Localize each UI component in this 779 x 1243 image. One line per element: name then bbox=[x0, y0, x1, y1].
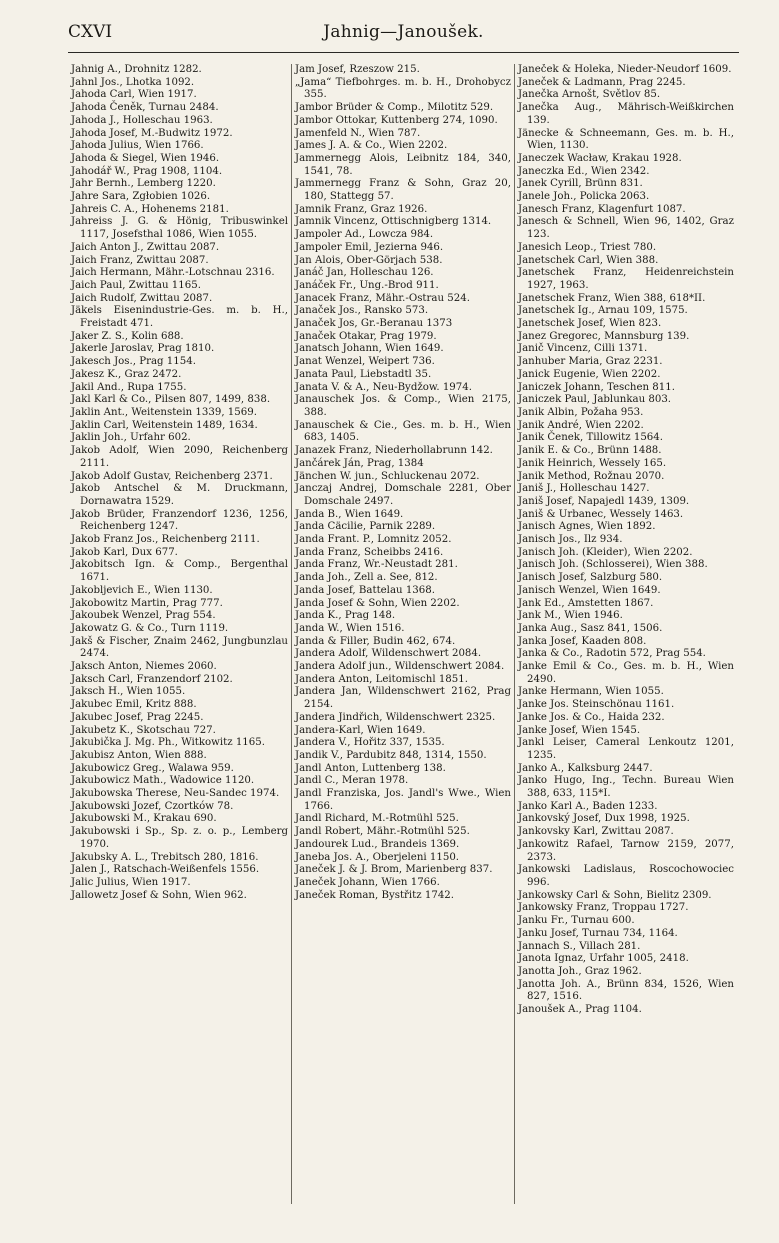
directory-entry: Jakesz K., Graz 2472. bbox=[71, 368, 182, 380]
directory-entry: Janik André, Wien 2202. bbox=[518, 419, 644, 431]
directory-entry: Jammernegg Franz & Sohn, Graz 20, 180, Stattegg 57. bbox=[295, 178, 511, 203]
directory-entry: Janik Heinrich, Wessely 165. bbox=[518, 457, 667, 469]
directory-entry: Jakerle Jaroslav, Prag 1810. bbox=[71, 343, 215, 355]
directory-entry: Jandera V., Hořitz 337, 1535. bbox=[295, 737, 445, 749]
directory-entry: Jahr Bernh., Lemberg 1220. bbox=[71, 178, 216, 190]
directory-entry: Jaich Paul, Zwittau 1165. bbox=[71, 279, 201, 291]
directory-entry: Janečka Arnošt, Světlov 85. bbox=[518, 89, 661, 101]
directory-entry: Jaklin Carl, Weitenstein 1489, 1634. bbox=[71, 419, 258, 431]
column-right bbox=[514, 64, 737, 1204]
directory-entry: Jampoler Ad., Lowcza 984. bbox=[295, 229, 434, 241]
directory-entry: Jandera Jan, Wildenschwert 2162, Prag 2154. bbox=[295, 686, 511, 711]
directory-entry: Janko Karl A., Baden 1233. bbox=[518, 800, 658, 812]
directory-entry: Jamnik Vincenz, Ottischnigberg 1314. bbox=[295, 216, 492, 228]
directory-entry: Jamenfeld N., Wien 787. bbox=[295, 127, 421, 139]
directory-entry: Janek Cyrill, Brünn 831. bbox=[518, 178, 643, 190]
directory-entry: Janetschek Franz, Heidenreichstein 1927, 1963. bbox=[518, 267, 734, 291]
directory-entry: Jakubec Emil, Kritz 888. bbox=[71, 699, 197, 711]
directory-entry: Jahreis C. A., Hohenems 2181. bbox=[71, 203, 229, 215]
directory-entry: Janda K., Prag 148. bbox=[295, 610, 396, 622]
directory-entry: Jahnig A., Drohnitz 1282. bbox=[71, 64, 202, 75]
directory-entry: Janda Joh., Zell a. See, 812. bbox=[295, 572, 438, 584]
directory-entry: Janke Emil & Co., Ges. m. b. H., Wien 2490. bbox=[518, 661, 734, 685]
directory-entry: Janeček Johann, Wien 1766. bbox=[295, 877, 440, 888]
column-middle bbox=[291, 64, 514, 1204]
directory-entry: Janik Albin, Požaha 953. bbox=[518, 406, 644, 418]
running-title: Jahnig—Janoušek. bbox=[323, 22, 484, 42]
directory-entry: Jamnik Franz, Graz 1926. bbox=[295, 203, 428, 215]
directory-entry: Janisch Jos., Ilz 934. bbox=[518, 534, 623, 546]
directory-entry: Janota Ignaz, Urfahr 1005, 2418. bbox=[518, 953, 689, 965]
directory-entry: Jahoda Julius, Wien 1766. bbox=[71, 140, 204, 152]
directory-entry: Janoušek A., Prag 1104. bbox=[518, 1004, 642, 1016]
directory-entry: Jaksch Carl, Franzendorf 2102. bbox=[71, 673, 233, 685]
directory-entry: Janesch Franz, Klagenfurt 1087. bbox=[518, 203, 686, 215]
directory-entry: Jankowsky Franz, Troppau 1727. bbox=[518, 902, 689, 914]
directory-entry: Janda Frant. P., Lomnitz 2052. bbox=[295, 534, 452, 546]
directory-entry: Janke Jos. & Co., Haida 232. bbox=[518, 711, 665, 723]
directory-entry: Janda B., Wien 1649. bbox=[295, 508, 404, 520]
directory-entry: Jakubowska Therese, Neu-Sandec 1974. bbox=[71, 788, 280, 800]
directory-entry: Jandourek Lud., Brandeis 1369. bbox=[295, 838, 460, 850]
directory-entry: Jakob Franz Jos., Reichenberg 2111. bbox=[71, 534, 260, 546]
directory-entry: Jahoda Josef, M.-Budwitz 1972. bbox=[71, 127, 233, 139]
directory-entry: Janáč Jan, Holleschau 126. bbox=[295, 267, 434, 279]
directory-entry: Jannach S., Villach 281. bbox=[518, 940, 641, 952]
directory-entry: Jakobitsch Ign. & Comp., Bergenthal 1671. bbox=[71, 559, 288, 584]
directory-entry: „Jama“ Tiefbohrges. m. b. H., Drohobycz 355. bbox=[295, 76, 511, 101]
directory-entry: Janisch Joh. (Schlosserei), Wien 388. bbox=[518, 559, 708, 571]
header-rule bbox=[68, 52, 739, 53]
directory-entry: Janečka Aug., Mährisch-Weißkirchen 139. bbox=[518, 102, 734, 126]
directory-entry: Janaček Jos., Ransko 573. bbox=[295, 305, 429, 317]
directory-entry: Janauschek Jos. & Comp., Wien 2175, 388. bbox=[295, 394, 511, 418]
directory-entry: Janka & Co., Radotin 572, Prag 554. bbox=[518, 648, 706, 660]
directory-entry: Jaklin Joh., Urfahr 602. bbox=[71, 432, 191, 444]
directory-entry: Jan Alois, Ober-Görjach 538. bbox=[295, 254, 443, 266]
directory-entry: Janat Wenzel, Weipert 736. bbox=[295, 356, 435, 368]
directory-entry: Janda W., Wien 1516. bbox=[295, 622, 405, 634]
directory-entry: Jakš & Fischer, Znaim 2462, Jungbunzlau 2474. bbox=[71, 635, 288, 660]
directory-entry: Janáček Fr., Ung.-Brod 911. bbox=[295, 279, 439, 291]
directory-entry: Jakubetz K., Skotschau 727. bbox=[71, 724, 216, 736]
directory-entry: Jaich Hermann, Mähr.-Lotschnau 2316. bbox=[71, 267, 275, 279]
directory-entry: Janick Eugenie, Wien 2202. bbox=[518, 368, 661, 380]
directory-entry: Jakubisz Anton, Wien 888. bbox=[71, 749, 207, 761]
directory-entry: Janeček Roman, Bystřitz 1742. bbox=[295, 889, 455, 901]
directory-entry: Jalen J., Ratschach-Weißenfels 1556. bbox=[71, 864, 260, 876]
directory-entry: Janeček J. & J. Brom, Marienberg 837. bbox=[295, 864, 493, 876]
directory-entry: Jaich Franz, Zwittau 2087. bbox=[71, 254, 209, 266]
directory-entry: Jandera Anton, Leitomischl 1851. bbox=[295, 673, 468, 685]
directory-entry: Janatsch Johann, Wien 1649. bbox=[295, 343, 444, 355]
directory-entry: Jakubowski i Sp., Sp. z. o. p., Lemberg 1970. bbox=[71, 826, 288, 850]
directory-entry: Janez Gregorec, Mannsburg 139. bbox=[518, 330, 690, 342]
directory-entry: Jakl Karl & Co., Pilsen 807, 1499, 838. bbox=[71, 394, 271, 406]
directory-entry: Jakobljevich E., Wien 1130. bbox=[71, 584, 213, 596]
directory-entry: Janke Hermann, Wien 1055. bbox=[518, 686, 664, 698]
directory-entry: Jakesch Jos., Prag 1154. bbox=[71, 356, 196, 368]
directory-entry: Jaksch H., Wien 1055. bbox=[71, 686, 186, 698]
directory-entry: Jahoda J., Holleschau 1963. bbox=[71, 114, 213, 126]
directory-entry: Jakob Antschel & M. Druckmann, Dornawatra 1529. bbox=[71, 483, 288, 507]
directory-entry: Janczaj Andrej, Domschale 2281, Ober Domschale 2497. bbox=[295, 483, 511, 507]
directory-entry: Janič Vincenz, Cilli 1371. bbox=[518, 343, 648, 355]
directory-entry: Jakubec Josef, Prag 2245. bbox=[71, 711, 204, 723]
directory-entry: Jakubowicz Greg., Walawa 959. bbox=[71, 762, 234, 774]
directory-entry: Janeček & Ladmann, Prag 2245. bbox=[518, 76, 686, 88]
directory-entry: Jahoda & Siegel, Wien 1946. bbox=[71, 152, 220, 164]
directory-entry: Janiš J., Holleschau 1427. bbox=[518, 483, 650, 495]
directory-entry: Jalic Julius, Wien 1917. bbox=[71, 877, 191, 888]
directory-entry: Janik Čenek, Tillowitz 1564. bbox=[518, 432, 663, 444]
directory-entry: Janda Franz, Scheibbs 2416. bbox=[295, 546, 444, 558]
directory-entry: Jankovsky Karl, Zwittau 2087. bbox=[518, 826, 674, 838]
directory-entry: Janotta Joh., Graz 1962. bbox=[518, 965, 642, 977]
directory-entry: Jaklin Ant., Weitenstein 1339, 1569. bbox=[71, 406, 257, 418]
directory-entry: Jakob Adolf, Wien 2090, Reichenberg 2111. bbox=[71, 445, 288, 469]
directory-entry: Jankowski Ladislaus, Roscochowociec 996. bbox=[518, 864, 734, 888]
directory-entry: Janiš & Urbanec, Wessely 1463. bbox=[518, 508, 684, 520]
directory-entry: Jakobowitz Martin, Prag 777. bbox=[71, 597, 223, 609]
directory-entry: Janata V. & A., Neu-Bydžow. 1974. bbox=[295, 381, 472, 393]
directory-entry: Jandera Jindřich, Wildenschwert 2325. bbox=[295, 711, 496, 723]
directory-entry: Janiczek Johann, Teschen 811. bbox=[518, 381, 675, 393]
directory-entry: Janda Josef & Sohn, Wien 2202. bbox=[295, 597, 460, 609]
directory-entry: Jallowetz Josef & Sohn, Wien 962. bbox=[71, 889, 247, 901]
directory-entry: Jammernegg Alois, Leibnitz 184, 340, 1541, 78. bbox=[295, 152, 511, 177]
directory-entry: Janke Jos. Steinschönau 1161. bbox=[518, 699, 675, 711]
directory-entry: Jakob Adolf Gustav, Reichenberg 2371. bbox=[71, 470, 273, 482]
directory-entry: Jank Ed., Amstetten 1867. bbox=[518, 597, 654, 609]
directory-entry: Janko A., Kalksburg 2447. bbox=[518, 762, 653, 774]
entry-columns bbox=[68, 64, 739, 1204]
column-left bbox=[68, 64, 291, 1204]
directory-entry: Janhuber Maria, Graz 2231. bbox=[518, 356, 663, 368]
directory-entry: Janik E. & Co., Brünn 1488. bbox=[518, 445, 662, 457]
directory-entry: Janotta Joh. A., Brünn 834, 1526, Wien 827, 1516. bbox=[518, 978, 734, 1003]
directory-entry: Janda Josef, Battelau 1368. bbox=[295, 584, 435, 596]
directory-entry: Jänchen W. jun., Schluckenau 2072. bbox=[295, 470, 480, 482]
directory-entry: Janele Joh., Policka 2063. bbox=[518, 191, 650, 203]
directory-entry: Jakob Brüder, Franzendorf 1236, 1256, Reichenberg 1247. bbox=[71, 508, 288, 533]
directory-entry: Jahre Sara, Zgłobien 1026. bbox=[71, 191, 211, 203]
directory-entry: Jankl Leiser, Cameral Lenkoutz 1201, 1235. bbox=[518, 737, 734, 761]
directory-entry: Janka Aug., Sasz 841, 1506. bbox=[518, 622, 663, 634]
directory-entry: Janka Josef, Kaaden 808. bbox=[518, 635, 647, 647]
directory-entry: Jakubsky A. L., Trebitsch 280, 1816. bbox=[71, 851, 259, 863]
directory-entry: Jandl Richard, M.-Rotmühl 525. bbox=[295, 813, 459, 825]
directory-entry: Janisch Wenzel, Wien 1649. bbox=[518, 584, 661, 596]
directory-entry: Jandl Robert, Mähr.-Rotmühl 525. bbox=[295, 826, 470, 838]
directory-entry: Jankovský Josef, Dux 1998, 1925. bbox=[518, 813, 690, 825]
directory-entry: Janesch & Schnell, Wien 96, 1402, Graz 123. bbox=[518, 216, 734, 241]
directory-entry: Janku Fr., Turnau 600. bbox=[518, 915, 635, 927]
directory-entry: Janda & Filler, Budin 462, 674. bbox=[295, 635, 456, 647]
directory-entry: Jahreiss J. G. & Hönig, Tribuswinkel 1117, Josefsthal 1086, Wien 1055. bbox=[71, 216, 288, 241]
page-header bbox=[68, 22, 739, 52]
directory-entry: Jakubowicz Math., Wadowice 1120. bbox=[71, 775, 255, 787]
directory-entry: Jančárek Ján, Prag, 1384 bbox=[295, 457, 424, 469]
directory-entry: Jaksch Anton, Niemes 2060. bbox=[71, 661, 217, 673]
directory-entry: Jambor Ottokar, Kuttenberg 274, 1090. bbox=[295, 114, 498, 126]
directory-entry: Jandera Adolf jun., Wildenschwert 2084. bbox=[295, 661, 505, 673]
directory-entry: Jahnl Jos., Lhotka 1092. bbox=[71, 76, 195, 88]
directory-entry: Janke Josef, Wien 1545. bbox=[518, 724, 641, 736]
directory-entry: Jandera-Karl, Wien 1649. bbox=[295, 724, 426, 736]
directory-entry: Jankowsky Carl & Sohn, Bielitz 2309. bbox=[518, 889, 712, 901]
directory-entry: Janetschek Carl, Wien 388. bbox=[518, 254, 659, 266]
directory-entry: Janisch Joh. (Kleider), Wien 2202. bbox=[518, 546, 693, 558]
directory-entry: Jandl Anton, Luttenberg 138. bbox=[295, 762, 446, 774]
directory-entry: Jahoda Carl, Wien 1917. bbox=[71, 89, 197, 101]
directory-entry: Jank M., Wien 1946. bbox=[518, 610, 623, 622]
directory-entry: Janda Franz, Wr.-Neustadt 281. bbox=[295, 559, 458, 571]
directory-entry: Janik Method, Rožnau 2070. bbox=[518, 470, 665, 482]
directory-entry: Jakubowski Jozef, Czortków 78. bbox=[71, 800, 234, 812]
directory-entry: Jänecke & Schneemann, Ges. m. b. H., Wien, 1130. bbox=[518, 127, 734, 152]
directory-entry: Janazek Franz, Niederhollabrunn 142. bbox=[295, 445, 493, 457]
directory-entry: Janeba Jos. A., Oberjeleni 1150. bbox=[295, 851, 460, 863]
directory-entry: Janetschek Franz, Wien 388, 618*II. bbox=[518, 292, 706, 304]
directory-entry: Jandik V., Pardubitz 848, 1314, 1550. bbox=[295, 749, 487, 761]
directory-entry: Janaček Otakar, Prag 1979. bbox=[295, 330, 437, 342]
directory-entry: Jaich Anton J., Zwittau 2087. bbox=[71, 241, 220, 253]
directory-entry: Jampoler Emil, Jezierna 946. bbox=[295, 241, 444, 253]
directory-entry: Jandera Adolf, Wildenschwert 2084. bbox=[295, 648, 482, 660]
directory-entry: Jandl C., Meran 1978. bbox=[295, 775, 409, 787]
directory-entry: Janko Hugo, Ing., Techn. Bureau Wien 388, 633, 115*I. bbox=[518, 775, 734, 800]
directory-entry: Janauschek & Cie., Ges. m. b. H., Wien 683, 1405. bbox=[295, 419, 511, 444]
directory-entry: Jankowitz Rafael, Tarnow 2159, 2077, 2373. bbox=[518, 838, 734, 863]
directory-entry: Janata Paul, Liebstadtl 35. bbox=[295, 368, 432, 380]
directory-entry: Jaich Rudolf, Zwittau 2087. bbox=[71, 292, 213, 304]
directory-entry: Janacek Franz, Mähr.-Ostrau 524. bbox=[295, 292, 470, 304]
directory-entry: Janaček Jos, Gr.-Beranau 1373 bbox=[295, 318, 453, 330]
directory-entry: Janeczek Wacław, Krakau 1928. bbox=[518, 152, 682, 164]
directory-entry: Jakob Karl, Dux 677. bbox=[71, 546, 178, 558]
directory-entry: Jandl Franziska, Jos. Jandl's Wwe., Wien 1766. bbox=[295, 788, 511, 812]
directory-entry: Jäkels Eisenindustrie-Ges. m. b. H., Freistadt 471. bbox=[71, 305, 288, 330]
directory-entry: Janisch Josef, Salzburg 580. bbox=[518, 572, 663, 584]
page-number: CXVI bbox=[68, 22, 113, 42]
directory-entry: Janesich Leop., Triest 780. bbox=[518, 241, 657, 253]
directory-entry: Jahoda Čeněk, Turnau 2484. bbox=[71, 102, 219, 114]
directory-entry: Jaker Z. S., Kolin 688. bbox=[71, 330, 184, 342]
directory-entry: Jakoubek Wenzel, Prag 554. bbox=[71, 610, 216, 622]
directory-entry: Janeček & Holeka, Nieder-Neudorf 1609. bbox=[518, 64, 732, 75]
directory-entry: Janku Josef, Turnau 734, 1164. bbox=[518, 927, 678, 939]
directory-entry: Jambor Brüder & Comp., Milotitz 529. bbox=[295, 102, 494, 114]
directory-entry: Jakubička J. Mg. Ph., Witkowitz 1165. bbox=[71, 737, 265, 749]
directory-entry: Jakil And., Rupa 1755. bbox=[71, 381, 187, 393]
directory-entry: Jakowatz G. & Co., Turn 1119. bbox=[71, 622, 229, 634]
directory-entry: Jam Josef, Rzeszow 215. bbox=[295, 64, 420, 75]
directory-entry: Janda Cäcilie, Parnik 2289. bbox=[295, 521, 436, 533]
directory-entry: Janeczka Ed., Wien 2342. bbox=[518, 165, 650, 177]
directory-entry: Jahodář W., Prag 1908, 1104. bbox=[71, 165, 223, 177]
directory-entry: Jakubowski M., Krakau 690. bbox=[71, 813, 217, 825]
directory-entry: Janiš Josef, Napajedl 1439, 1309. bbox=[518, 495, 690, 507]
directory-entry: Janetschek Ig., Arnau 109, 1575. bbox=[518, 305, 688, 317]
directory-entry: Janiczek Paul, Jablunkau 803. bbox=[518, 394, 672, 406]
directory-entry: Janetschek Josef, Wien 823. bbox=[518, 318, 662, 330]
directory-entry: Janisch Agnes, Wien 1892. bbox=[518, 521, 656, 533]
directory-entry: James J. A. & Co., Wien 2202. bbox=[295, 140, 448, 152]
